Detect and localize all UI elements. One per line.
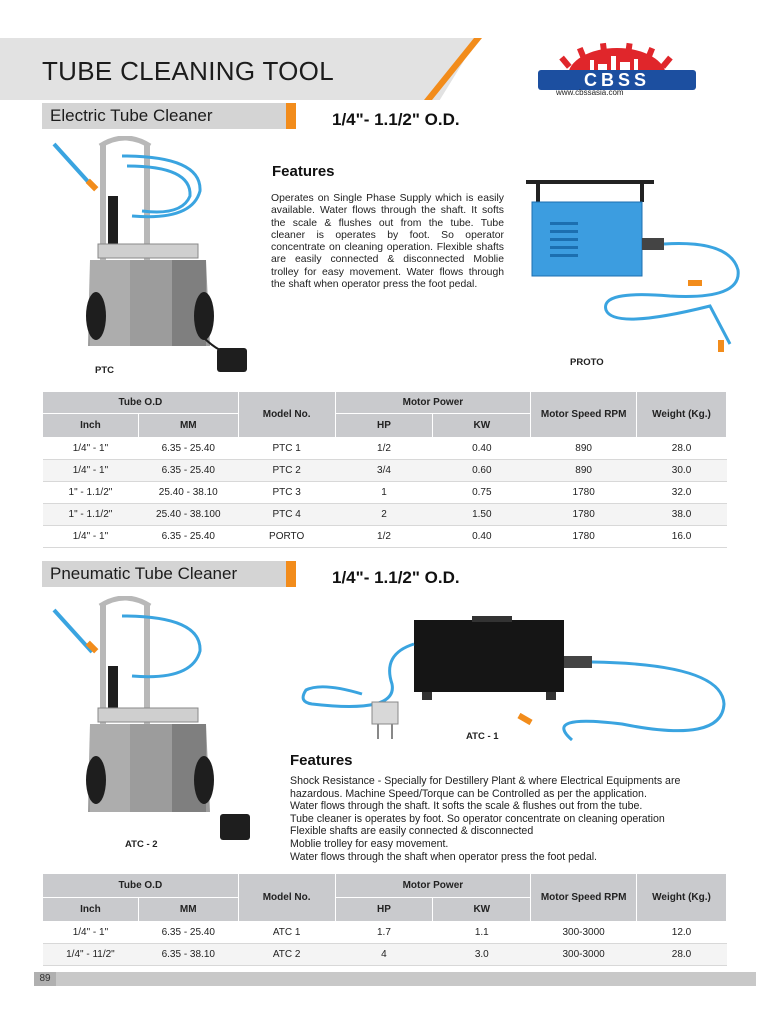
feature-line: Shock Resistance - Specially for Destillery Plant & where Electrical Equipments are [290,775,681,787]
ptc-caption: PTC [95,365,114,376]
electric-spec-table [42,391,727,548]
col-inch: Inch [43,898,139,922]
col-model-no: Model No. [238,392,335,438]
pneumatic-heading-text: Pneumatic Tube Cleaner [50,564,238,583]
table-row: 1/4" - 1" 6.35 - 25.40 PTC 2 3/4 0.60 890 30.0 [43,460,727,482]
col-motor-power: Motor Power [335,874,531,898]
feature-line: Tube cleaner is operates by foot. So operator concentrate on cleaning operation [290,812,665,825]
atc1-caption: ATC - 1 [466,731,499,742]
atc1-unit-photo [292,594,738,744]
table-row: 1/4" - 1" 6.35 - 25.40 PTC 1 1/2 0.40 890 28.0 [43,438,727,460]
atc2-caption: ATC - 2 [125,839,158,850]
pneumatic-features-list [290,775,742,863]
feature-line: Water flows through the shaft when operator press the foot pedal. [290,850,598,863]
feature-line: Water flows through the shaft. It softs the scale & flushes out from the tube. [290,800,643,813]
logo-wordmark: CBSS [583,70,651,90]
table-row: 1" - 1.1/2" 25.40 - 38.100 PTC 4 2 1.50 1780 38.0 [43,504,727,526]
col-kw: KW [433,414,531,438]
atc2-trolley-photo [52,596,257,846]
col-weight: Weight (Kg.) [637,392,727,438]
electric-section-heading [42,103,296,129]
footer-bar [34,972,756,986]
col-kw: KW [433,898,531,922]
col-inch: Inch [43,414,139,438]
pneumatic-section-heading [42,561,296,587]
table-row: 1" - 1.1/2" 25.40 - 38.10 PTC 3 1 0.75 1780 32.0 [43,482,727,504]
col-tube-od: Tube O.D [43,874,239,898]
proto-unit-photo [520,130,746,360]
page-title: TUBE CLEANING TOOL [42,56,334,86]
col-motor-power: Motor Power [335,392,531,414]
feature-line: hazardous. Machine Speed/Torque can be Controlled as per the application. [290,787,647,800]
proto-caption: PROTO [570,357,604,368]
ptc-trolley-photo [52,136,257,381]
col-model-no: Model No. [238,874,335,922]
logo-url: www.cbssasia.com [556,88,624,97]
col-motor-speed: Motor Speed RPM [531,392,637,438]
pneumatic-spec-table [42,873,727,966]
table-row: 1/4" - 1" 6.35 - 25.40 ATC 1 1.7 1.1 300-3000 12.0 [43,922,727,944]
col-mm: MM [138,898,238,922]
electric-heading-text: Electric Tube Cleaner [50,106,213,125]
page-number: 89 [34,972,56,986]
electric-od-range: 1/4"- 1.1/2" O.D. [332,110,460,129]
table-row: 1/4" - 1" 6.35 - 25.40 PORTO 1/2 0.40 1780 16.0 [43,526,727,548]
col-weight: Weight (Kg.) [637,874,727,922]
pneumatic-features-title: Features [290,752,353,769]
col-motor-speed: Motor Speed RPM [531,874,637,922]
pneumatic-od-range: 1/4"- 1.1/2" O.D. [332,568,460,587]
col-tube-od: Tube O.D [43,392,239,414]
col-hp: HP [335,898,433,922]
electric-features-title: Features [272,163,335,180]
col-mm: MM [138,414,238,438]
header-accent-stripe [410,38,490,100]
feature-line: Moblie trolley for easy movement. [290,837,449,850]
table-row: 1/4" - 11/2" 6.35 - 38.10 ATC 2 4 3.0 300-3000 28.0 [43,944,727,966]
feature-line: Flexible shafts are easily connected & disconnected [290,825,534,838]
electric-features-text: Operates on Single Phase Supply which is easily available. Water flows through the shaft. It softs the scale & flushes out from the tube. Tube cleaner is operates by foot. So operator concentrate on cleaning operation. Flexible shafts are easily connected & disconnected Moblie trolley for easy movement. Water flows through the shaft when operator press the foot pedal. [271,193,504,291]
col-hp: HP [335,414,433,438]
